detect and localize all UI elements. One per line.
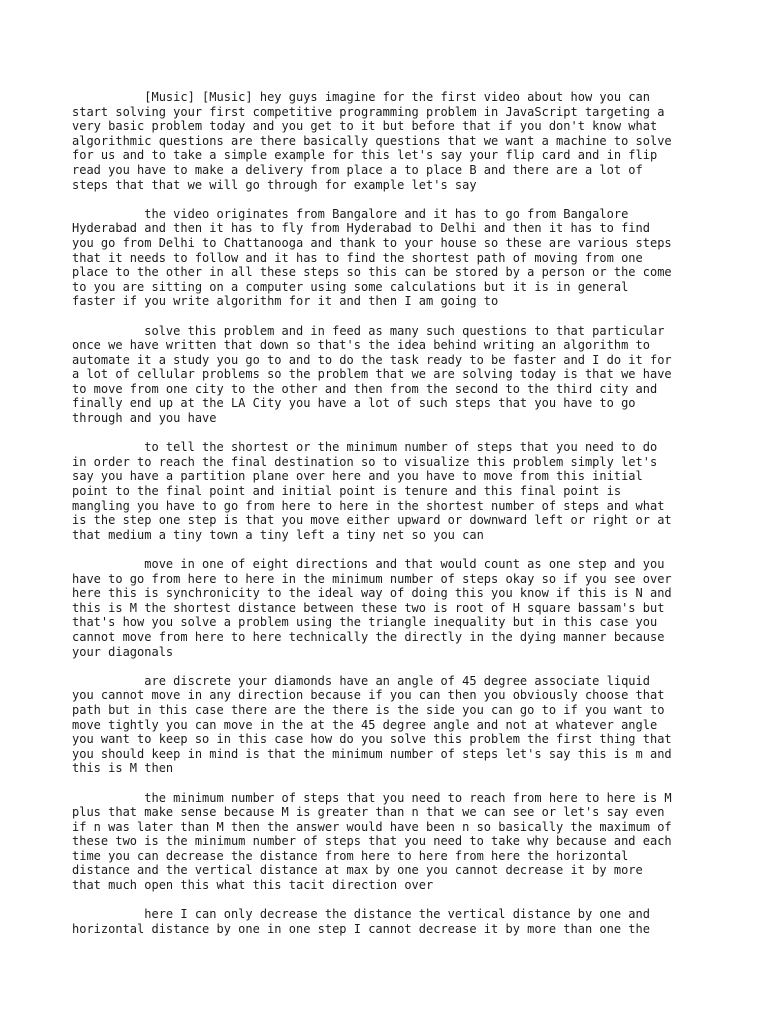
transcript-paragraph-8: here I can only decrease the distance the vertical distance by one and horizontal distance by one in one step I cannot decrease it by more than one the	[72, 907, 650, 936]
transcript-paragraph-3: solve this problem and in feed as many such questions to that particular once we have written that down so that's the idea behind writing an algorithm to automate it a study you go to and to do the task ready to be faster and I do it for a lot of cellular problems so the problem that we are solving today is that we have to move from one city to the other and then from the second to the third city and finally end up at the LA City you have a lot of such steps that you have to go through and you have	[72, 323, 672, 426]
transcript-paragraph-6: are discrete your diamonds have an angle of 45 degree associate liquid you cannot move in any direction because if you can then you obviously choose that path but in this case there are the there is the side you can go to if you want to move tightly you can move in the at the 45 degree angle and not at whatever angle you want to keep so in this case how do you solve this problem the first thing that you should keep in mind is that the minimum number of steps let's say this is m and this is M then	[72, 673, 672, 776]
transcript-paragraph-4: to tell the shortest or the minimum number of steps that you need to do in order to reach the final destination so to visualize this problem simply let's say you have a partition plane over here and you have to move from this initial point to the final point and initial point is tenure and this final point is mangling you have to go from here to here in the shortest number of steps and what is the step one step is that you move either upward or downward left or right or at that medium a tiny town a tiny left a tiny net so you can	[72, 440, 672, 542]
transcript-paragraph-1: [Music] [Music] hey guys imagine for the first video about how you can start solving your first competitive programming problem in JavaScript targeting a very basic problem today and you get to it but before that if you don't know what algorithmic questions are there basically questions that we want a machine to solve for us and to take a simple example for this let's say your flip card and in flip read you have to make a delivery from place a to place B and there are a lot of steps that that we will go through for example let's say	[72, 90, 672, 192]
document-page	[72, 90, 712, 951]
transcript-paragraph-5: move in one of eight directions and that would count as one step and you have to go from here to here in the minimum number of steps okay so if you see over here this is synchronicity to the ideal way of doing this you know if this is N and this is M the shortest distance between these two is root of H square bassam's but that's how you solve a problem using the triangle inequality but in this case you cannot move from here to here technically the directly in the dying manner because your diagonals	[72, 557, 672, 659]
transcript-paragraph-2: the video originates from Bangalore and it has to go from Bangalore Hyderabad and then it has to fly from Hyderabad to Delhi and then it has to find you go from Delhi to Chattanooga and thank to your house so these are various steps that it needs to follow and it has to find the shortest path of moving from one place to the other in all these steps so this can be stored by a person or the come to you are sitting on a computer using some calculations but it is in general faster if you write algorithm for it and then I am going to	[72, 206, 672, 309]
transcript-paragraph-7: the minimum number of steps that you need to reach from here to here is M plus that make sense because M is greater than n that we can see or let's say even if n was later than M then the answer would have been n so basically the maximum of these two is the minimum number of steps that you need to take why because and each time you can decrease the distance from here to here from here the horizontal distance and the vertical distance at max by one you cannot decrease it by more that much open this what this tacit direction over	[72, 790, 672, 893]
